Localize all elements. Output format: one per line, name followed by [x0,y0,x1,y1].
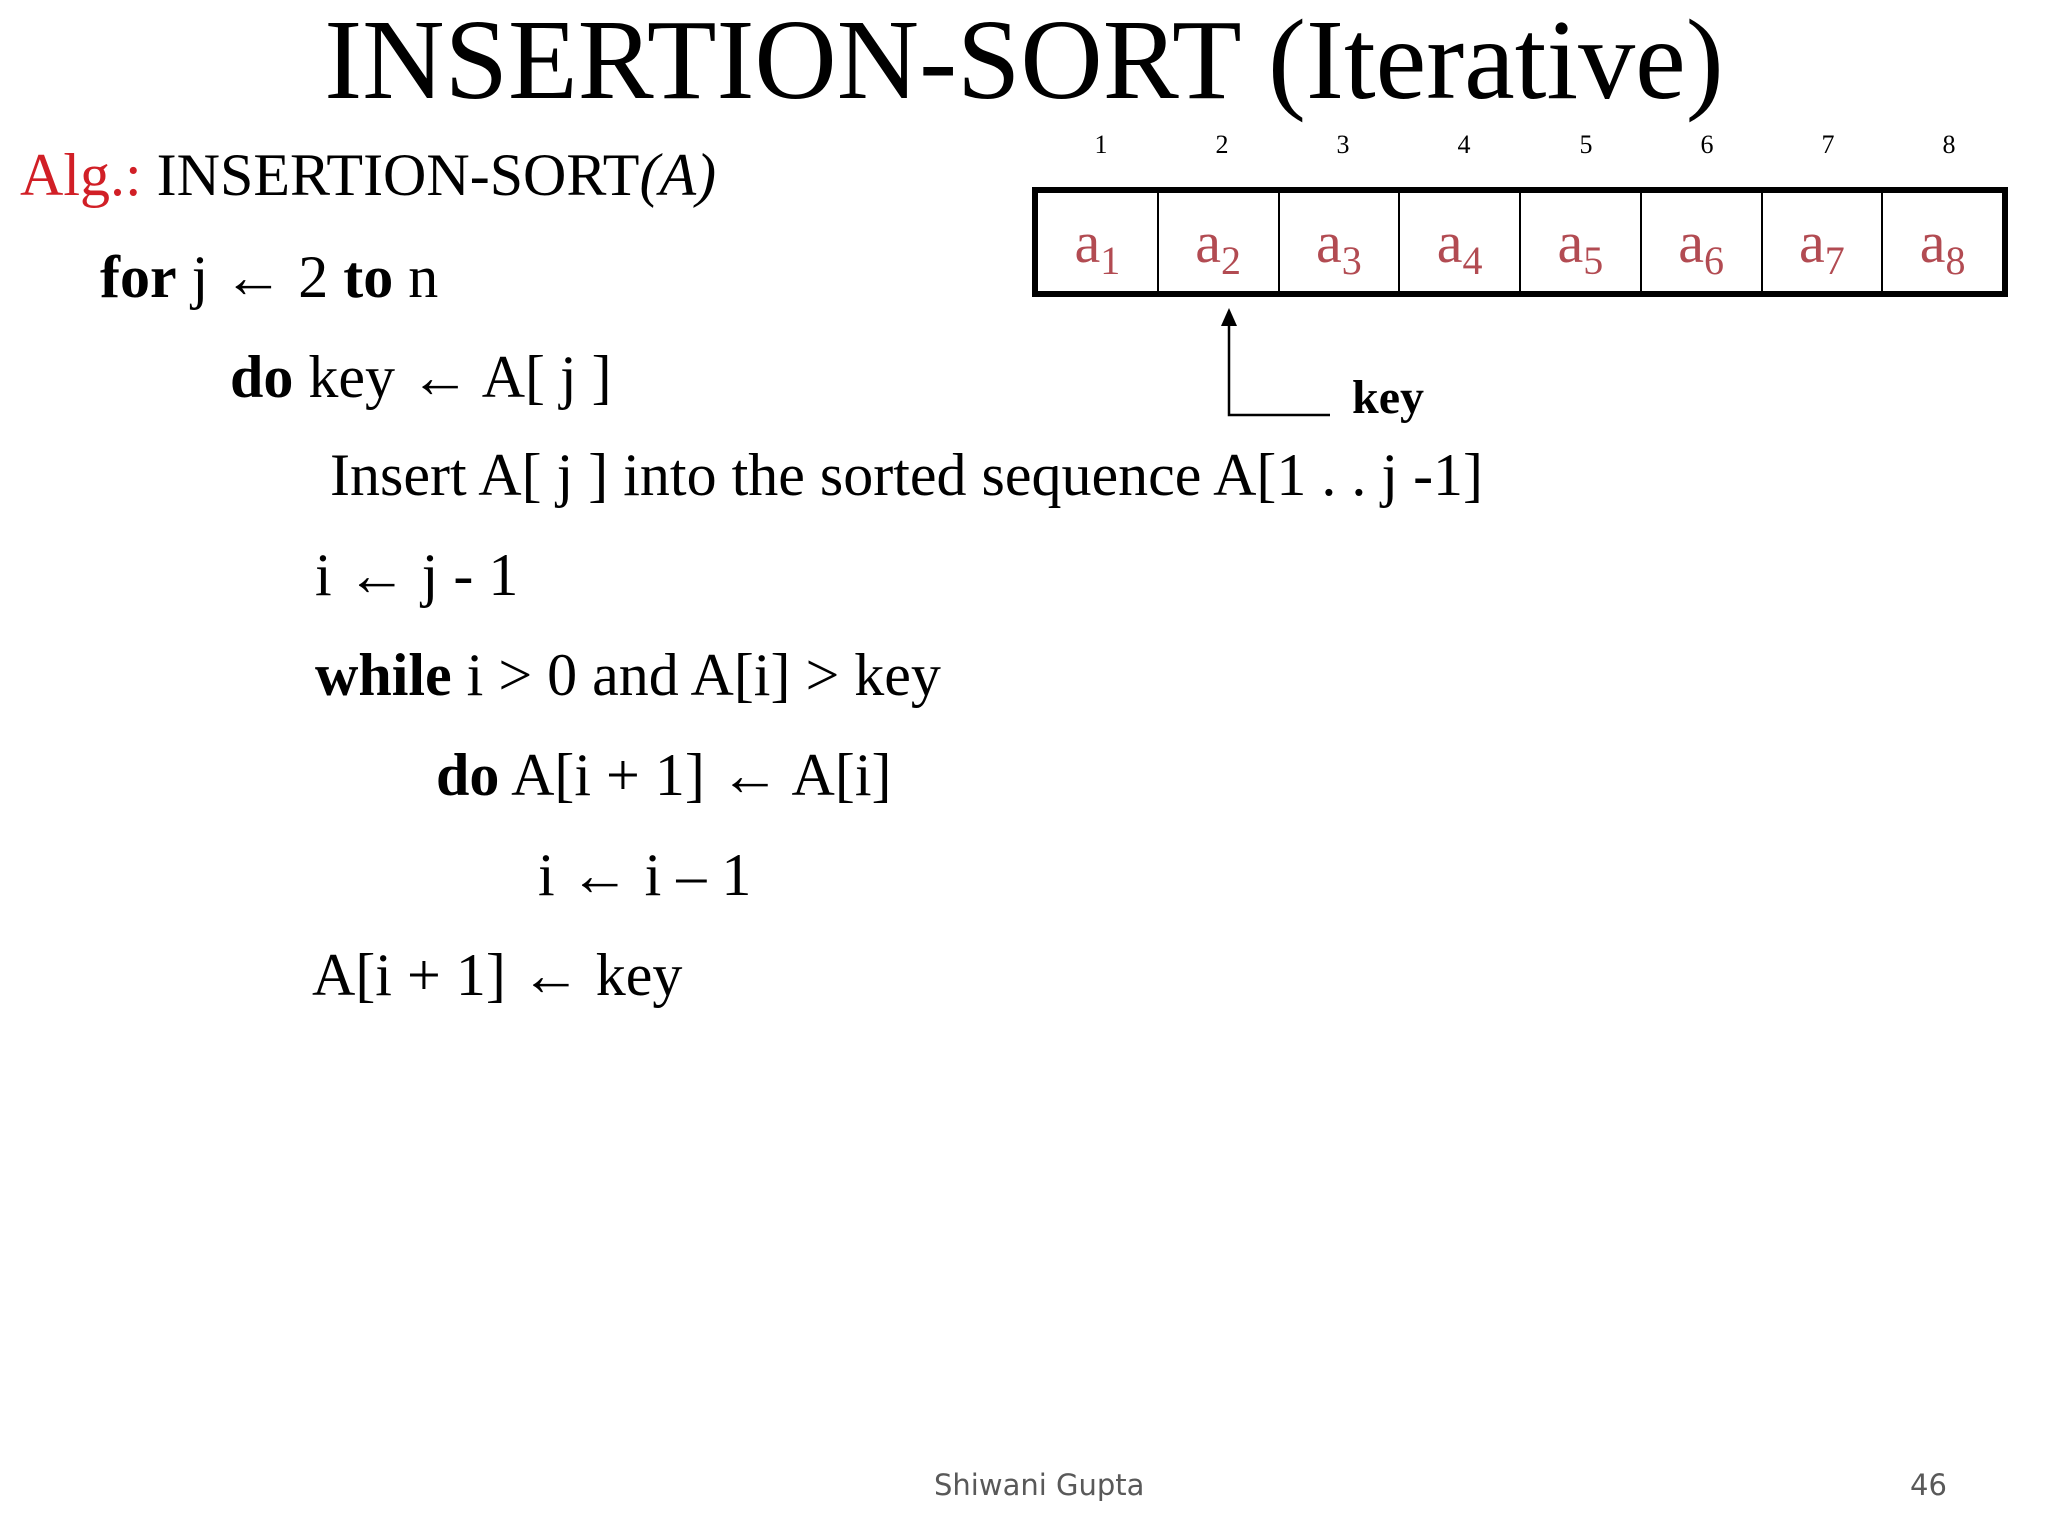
array-index: 3 [1336,130,1350,159]
code-text: i > 0 and A[i] > key [451,642,941,708]
page-number: 46 [1910,1468,1947,1502]
array-cell: $a_7$ [1761,193,1882,291]
array-index: 1 [1094,130,1108,159]
keyword-do: do [230,344,294,410]
array-index: 7 [1821,130,1835,159]
array-index: 8 [1942,130,1956,159]
array-cell: $a_4$ [1398,193,1519,291]
keyword-to: to [343,244,394,310]
array-index: 6 [1700,130,1714,159]
alg-prefix: Alg.: [20,142,157,208]
code-text: A[i + 1] ← A[i] [499,742,892,808]
array-cell: $a_3$ [1278,193,1399,291]
array-index: 4 [1457,130,1471,159]
key-label: key [1352,371,1424,424]
array-cell: $a_6$ [1640,193,1761,291]
alg-arg: (A) [639,142,717,208]
array-index: 5 [1579,130,1593,159]
footer-author: Shiwani Gupta [934,1468,1145,1502]
code-text: key ← A[ j ] [293,344,612,410]
keyword-while: while [315,642,452,708]
code-line-init-i: i ← j - 1 [315,542,519,608]
code-line-decrement-i: i ← i – 1 [538,842,752,908]
keyword-for: for [100,244,177,310]
keyword-do: do [436,742,500,808]
array-cell: $a_1$ [1074,210,1121,283]
array-cell: $a_5$ [1519,193,1640,291]
code-line-insert-comment: Insert A[ j ] into the sorted sequence A[1 . . j -1] [330,442,1484,508]
code-text: j ← 2 [176,244,344,310]
code-text: n [393,244,439,310]
array-index: 2 [1215,130,1229,159]
array-cell: $a_2$ [1157,193,1278,291]
code-line-assign-key: A[i + 1] ← key [312,942,683,1008]
alg-name: INSERTION-SORT [156,142,640,208]
slide-title: INSERTION-SORT (Iterative) [324,0,1724,123]
array-cell: $a_8$ [1881,193,2002,291]
